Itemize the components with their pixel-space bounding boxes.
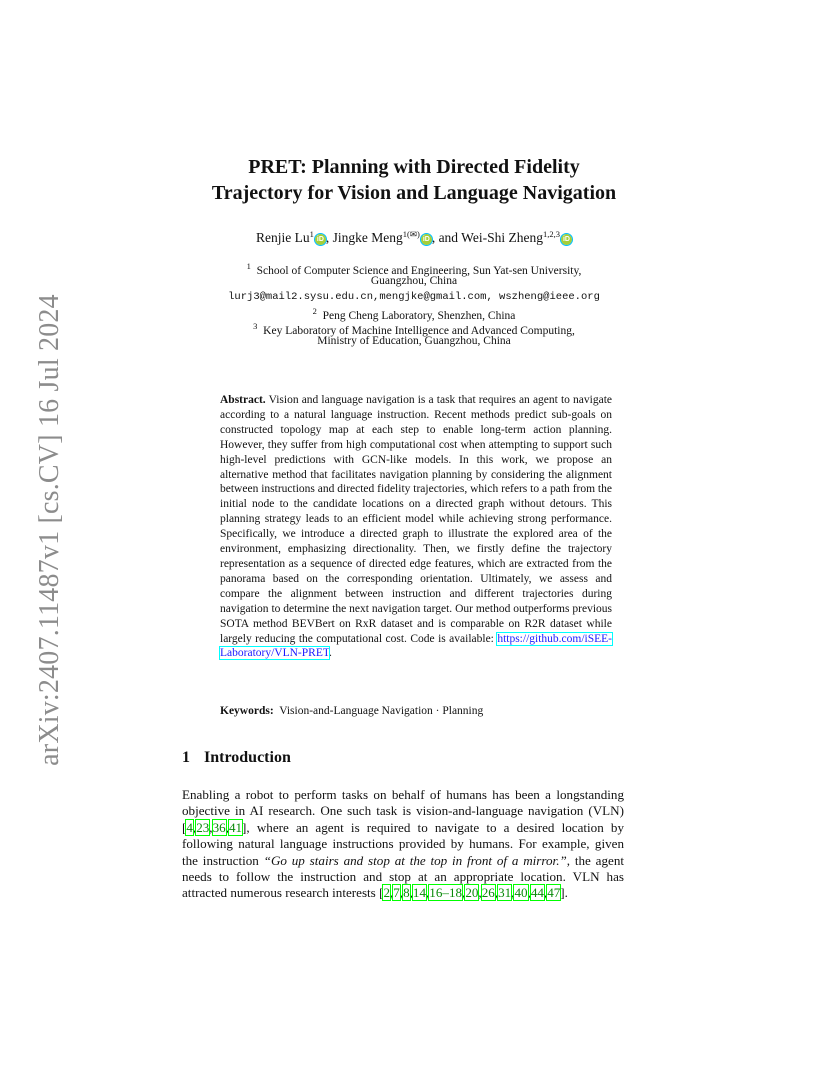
author-superscript: 1(✉): [402, 229, 420, 239]
section-number: 1: [182, 749, 190, 766]
citation-link[interactable]: 47: [547, 885, 561, 901]
affiliation-marker: 3: [253, 321, 258, 331]
intro-quote: “Go up stairs and stop at the top in front of a mirror.”: [263, 852, 567, 868]
author-superscript: 1: [309, 229, 314, 239]
affiliation-text: Key Laboratory of Machine Intelligence and Advanced Computing,: [263, 325, 575, 337]
citation-link[interactable]: 36: [212, 819, 226, 835]
citation-link[interactable]: 31: [498, 885, 512, 901]
intro-text: , the agent needs to follow the instruction and stop at an appropriate location. VLN has attracted numerous research interests: [182, 852, 625, 901]
orcid-icon[interactable]: iD: [562, 236, 570, 243]
author-name: Renjie Lu: [256, 230, 310, 245]
introduction-paragraph: Enabling a robot to perform tasks on behalf of humans has been a longstanding objective in AI research. One such task is vision-and-language navigation (VLN) [4,23,36,41], where an agent is required to navigate to a desired location by following natural language instructions provided by humans. For example, given the instruction “Go up stairs and stop at the top in front of a mirror.”, the agent needs to follow the instruction and stop at an appropriate location. VLN has attracted numerous research interests [2,7,8,14,16–18,20,26,31,40,44,47].: [182, 787, 625, 901]
citation-link[interactable]: 14: [412, 885, 427, 901]
citation-bracket: [: [182, 819, 187, 835]
author-list: Renjie Lu$^1$iD , Jingke Meng$^{1(✉)}$iD , and Wei-Shi Zheng$^{1,2,3}$iD: [256, 229, 570, 245]
author-superscript: 1,2,3: [542, 229, 560, 239]
section-heading: [182, 749, 291, 767]
citation-link[interactable]: 16–18: [429, 885, 463, 901]
citation-link[interactable]: 7: [393, 885, 400, 901]
citation-link[interactable]: 41: [228, 819, 243, 835]
abstract-label: Abstract.: [220, 394, 266, 406]
intro-text: ], where an agent is required to navigate to a desired location by following natural language instructions provided by humans. For example, given the instruction: [182, 819, 624, 868]
citation-link[interactable]: 44: [530, 885, 544, 901]
citation-link[interactable]: 20: [465, 885, 479, 901]
code-link[interactable]: https://github.com/iSEE-Laboratory/VLN-PRET: [220, 632, 612, 660]
keywords: [220, 705, 483, 717]
affiliation-1-line-2: Guangzhou, China: [370, 275, 458, 287]
citation-link[interactable]: 4: [186, 819, 193, 835]
keywords-label: Keywords:: [220, 705, 274, 717]
abstract-end: .: [329, 647, 332, 660]
affiliation-text: Peng Cheng Laboratory, Shenzhen, China: [322, 310, 516, 322]
keywords-text: Vision-and-Language Navigation · Planning: [279, 705, 484, 717]
affiliation-3-line-2: Ministry of Education, Guangzhou, China: [317, 335, 511, 347]
author-name: Jingke Meng: [332, 230, 403, 245]
affiliation-text: School of Computer Science and Engineering, Sun Yat-sen University,: [256, 265, 582, 277]
intro-text: Enabling a robot to perform tasks on behalf of humans has been a longstanding objective in AI research. One such task is vision-and-language navigation (VLN): [182, 787, 624, 819]
citation-list: 2,7,8,14,16–18,20,26,31,40,44,47: [383, 885, 561, 901]
orcid-icon[interactable]: iD: [422, 236, 430, 243]
citation-link[interactable]: 26: [481, 885, 495, 901]
author-emails: lurj3@mail2.sysu.edu.cn,mengjke@gmail.com, wszheng@ieee.org: [228, 291, 600, 303]
citation-link[interactable]: 8: [403, 885, 410, 901]
citation-bracket: [: [379, 885, 384, 901]
abstract-text: Vision and language navigation is a task that requires an agent to navigate according to a natural language instruction. Recent methods predict sub-goals on constructed topology map at each step to enable long-term action planning. However, they suffer from high computational cost when attempting to support such high-level predictions with GCN-like models. In this work, we propose an alternative method that facilitates navigation planning by considering the alignment between instructions and directed fidelity trajectories, which refers to a path from the initial node to the candidate locations on a directed graph without detours. This planning strategy leads to an efficient model while achieving strong performance. Specifically, we introduce a directed graph to illustrate the explored area of the environment, emphasizing directionality. Then, we firstly define the trajectory representation as a sequence of directed edge features, which are extracted from the panorama based on the corresponding orientation. Ultimately, we assess and compare the alignment between instruction and different trajectories during navigation to determine the next navigation target. Our method outperforms previous SOTA method BEVBert on RxR dataset and is comparable on R2R dataset while largely reducing the computational cost. Code is available:: [220, 394, 612, 645]
citation-link[interactable]: 2: [383, 885, 390, 901]
arxiv-id-text: arXiv:2407.11487v1 [cs.CV] 16 Jul 2024: [34, 294, 65, 766]
affiliation-marker: 2: [312, 306, 317, 316]
citation-link[interactable]: 23: [196, 819, 210, 835]
citation-bracket: ].: [560, 885, 568, 901]
author-name: , and Wei-Shi Zheng: [431, 230, 543, 245]
orcid-icon[interactable]: iD: [316, 236, 324, 243]
paper-title-line-2: Trajectory for Vision and Language Navigation: [211, 182, 617, 204]
affiliation-marker: 1: [246, 261, 251, 271]
citation-link[interactable]: 40: [514, 885, 528, 901]
paper-title-line-1: PRET: Planning with Directed Fidelity: [248, 156, 580, 178]
section-title: Introduction: [204, 749, 291, 766]
abstract: [220, 393, 612, 661]
